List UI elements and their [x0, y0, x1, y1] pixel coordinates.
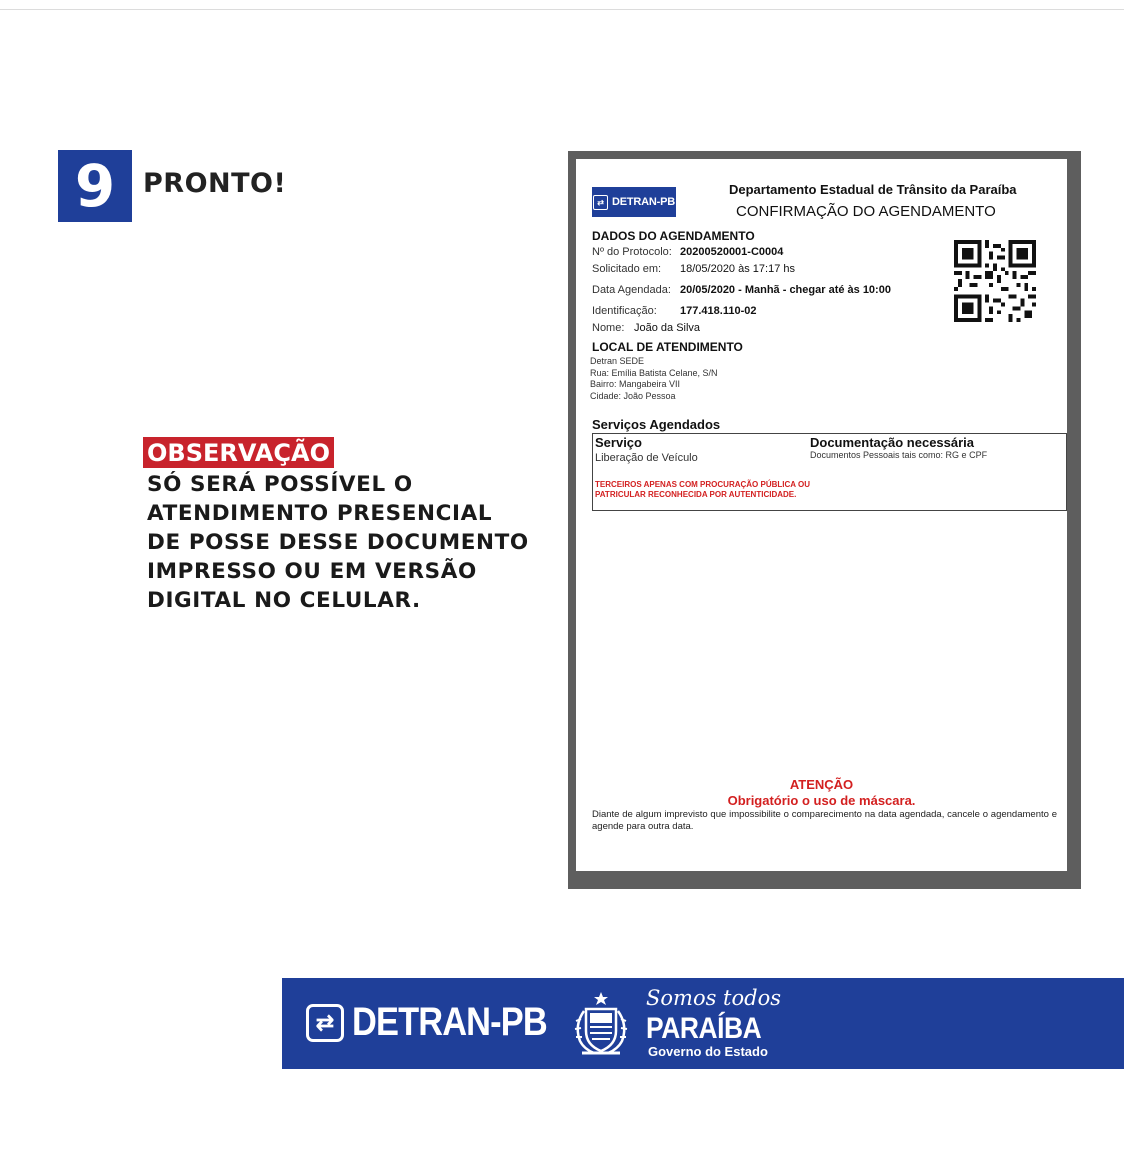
name-label: Nome:	[592, 322, 625, 334]
observation-label: OBSERVAÇÃO	[143, 437, 334, 468]
name-value: João da Silva	[634, 322, 701, 334]
observation-line: SÓ SERÁ POSSÍVEL O	[147, 472, 413, 497]
footer-government: Governo do Estado	[648, 1044, 768, 1059]
attention-note: Diante de algum imprevisto que impossibilite o comparecimento na data agendada, cancele o agendamento e agende para outra data.	[592, 809, 1057, 832]
department-title: Departamento Estadual de Trânsito da Paraíba	[729, 182, 1017, 197]
documentation-header: Documentação necessária	[810, 435, 975, 450]
third-party-warning: TERCEIROS APENAS COM PROCURAÇÃO PÚBLICA OU PATRICULAR RECONHECIDA POR AUTENTICIDADE.	[595, 480, 810, 499]
step-number-badge: 9	[58, 150, 132, 222]
document-sheet	[576, 159, 1067, 871]
identification-label: Identificação:	[592, 305, 657, 317]
documentation-value: Documentos Pessoais tais como: RG e CPF	[810, 450, 988, 460]
attention-subtitle: Obrigatório o uso de máscara.	[727, 793, 916, 808]
services-table	[592, 433, 1067, 511]
observation-line: DE POSSE DESSE DOCUMENTO	[147, 530, 529, 555]
attention-title: ATENÇÃO	[789, 777, 854, 792]
footer-detran-logo: DETRAN-PB	[352, 1000, 547, 1044]
service-header: Serviço	[595, 435, 642, 450]
scheduled-value: 20/05/2020 - Manhã - chegar até às 10:00	[680, 284, 891, 296]
location-line: Rua: Emília Batista Celane, S/N	[590, 368, 718, 378]
footer-banner	[282, 978, 1124, 1069]
confirmation-title: CONFIRMAÇÃO DO AGENDAMENTO	[736, 203, 996, 220]
appointment-section-title: DADOS DO AGENDAMENTO	[592, 229, 755, 243]
detran-mark-icon: ⇄	[593, 195, 608, 210]
observation-text	[147, 470, 567, 615]
step-title: PRONTO!	[143, 168, 287, 199]
document-preview	[568, 151, 1081, 889]
observation-line: DIGITAL NO CELULAR.	[147, 588, 421, 613]
observation-line: ATENDIMENTO PRESENCIAL	[147, 501, 493, 526]
location-line: Cidade: João Pessoa	[590, 391, 676, 401]
qr-code-icon	[954, 240, 1036, 322]
location-section-title: LOCAL DE ATENDIMENTO	[592, 340, 743, 354]
scheduled-label: Data Agendada:	[592, 284, 671, 296]
requested-value: 18/05/2020 às 17:17 hs	[680, 263, 795, 275]
footer-slogan: Somos todos	[646, 986, 781, 1010]
location-line: Detran SEDE	[590, 356, 645, 366]
detran-logo	[592, 187, 676, 217]
state-coat-of-arms-icon	[570, 991, 632, 1057]
footer-state-name: PARAÍBA	[646, 1012, 762, 1045]
protocol-value: 20200520001-C0004	[680, 246, 784, 258]
observation-line: IMPRESSO OU EM VERSÃO	[147, 559, 477, 584]
requested-label: Solicitado em:	[592, 263, 662, 275]
detran-logo-text: DETRAN-PB	[612, 196, 675, 208]
location-line: Bairro: Mangabeira VII	[590, 379, 681, 389]
protocol-label: Nº do Protocolo:	[592, 246, 672, 258]
identification-value: 177.418.110-02	[680, 305, 757, 317]
service-value: Liberação de Veículo	[595, 452, 698, 464]
services-section-title: Serviços Agendados	[592, 417, 721, 432]
top-divider	[0, 9, 1124, 10]
detran-mark-icon: ⇄	[306, 1004, 344, 1042]
